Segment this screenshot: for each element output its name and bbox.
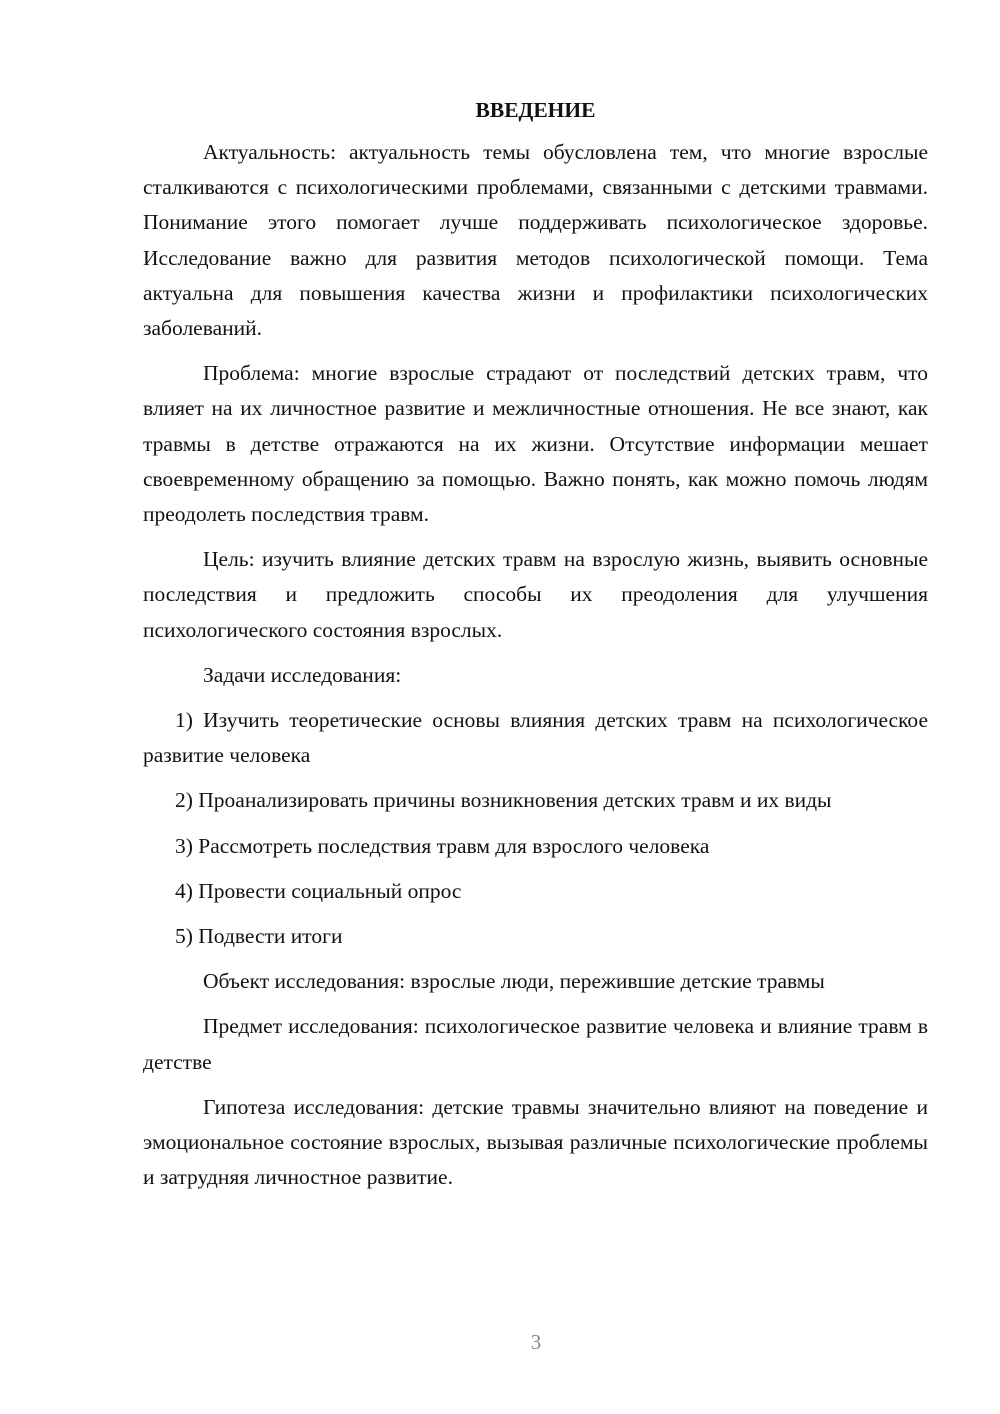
task-item-1: 1) Изучить теоретические основы влияния детских травм на психологическое развитие человека <box>143 708 928 768</box>
task-item-4: 4) Провести социальный опрос <box>175 878 462 903</box>
problem-paragraph: Проблема: многие взрослые страдают от последствий детских травм, что влияет на их личностное развитие и межличностные отношения. Не все знают, как травмы в детстве отражаются на их жизни. Отсутствие информации мешает своевременному обращению за помощью. Важно понять, как можно помочь людям преодолеть последствия травм. <box>143 361 928 527</box>
object-paragraph: Объект исследования: взрослые люди, пережившие детские травмы <box>203 969 825 994</box>
hypothesis-paragraph: Гипотеза исследования: детские травмы значительно влияют на поведение и эмоциональное состояние взрослых, вызывая различные психологические проблемы и затрудняя личностное развитие. <box>143 1094 928 1190</box>
section-heading: ВВЕДЕНИЕ <box>475 98 596 122</box>
goal-paragraph: Цель: изучить влияние детских травм на взрослую жизнь, выявить основные последствия и предложить способы их преодоления для улучшения психологического состояния взрослых. <box>143 547 928 642</box>
document-page <box>143 94 928 1205</box>
task-item-2: 2) Проанализировать причины возникновения детских травм и их виды <box>175 788 832 813</box>
page-number: 3 <box>530 1330 542 1354</box>
tasks-heading: Задачи исследования: <box>203 662 402 687</box>
task-item-3: 3) Рассмотреть последствия травм для взрослого человека <box>175 833 710 858</box>
task-item-5: 5) Подвести итоги <box>175 924 343 949</box>
relevance-paragraph: Актуальность: актуальность темы обусловлена тем, что многие взрослые сталкиваются с психологическими проблемами, связанными с детскими травмами. Понимание этого помогает лучше поддерживать психологическое здоровье. Исследование важно для развития методов психологической помощи. Тема актуальна для повышения качества жизни и профилактики психологических заболеваний. <box>143 140 928 341</box>
subject-paragraph: Предмет исследования: психологическое развитие человека и влияние травм в детстве <box>143 1014 928 1074</box>
